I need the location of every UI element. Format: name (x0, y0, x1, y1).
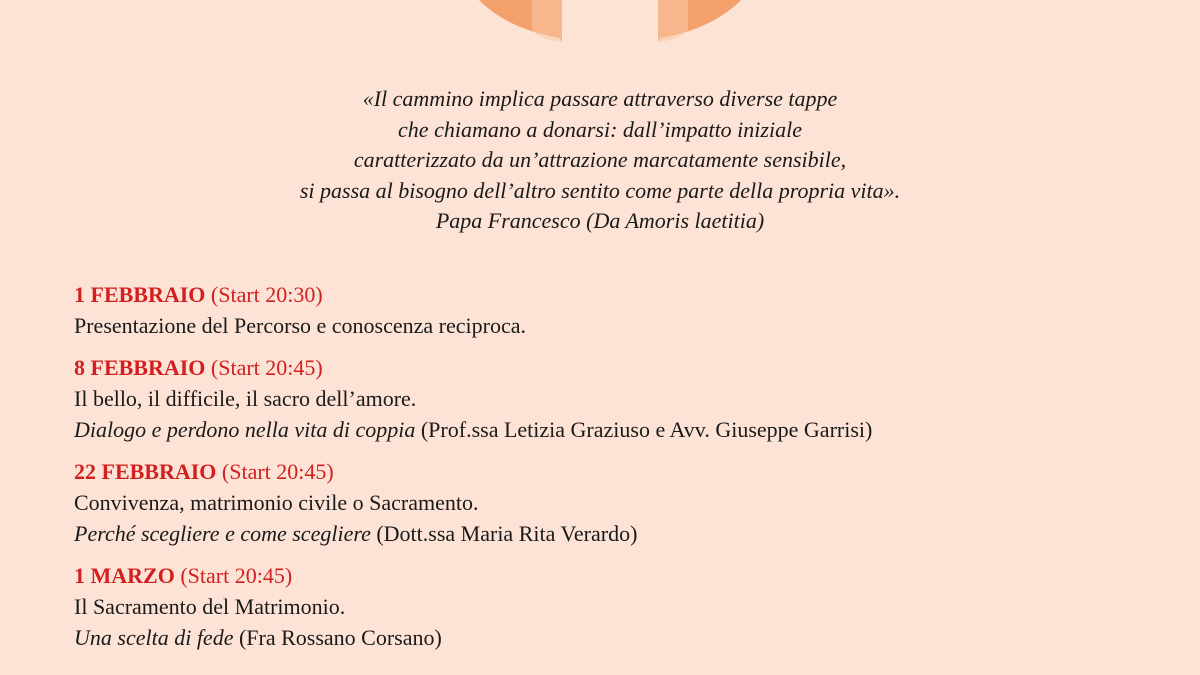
event-subtitle-line (74, 414, 1174, 445)
event-header (74, 280, 1174, 310)
event-header (74, 561, 1174, 591)
event-header (74, 457, 1174, 487)
event-start-time: (Start 20:45) (180, 563, 293, 588)
quote-attribution: Papa Francesco (Da Amoris laetitia) (435, 208, 765, 233)
quote-line: che chiamano a donarsi: dall’impatto iniziale (398, 116, 802, 142)
quote-line: «Il cammino implica passare attraverso diverse tappe (362, 86, 838, 111)
event-date: 22 FEBBRAIO (74, 459, 217, 484)
event-speakers: (Prof.ssa Letizia Graziuso e Avv. Giuseppe Garrisi) (420, 417, 873, 442)
event-speakers: (Dott.ssa Maria Rita Verardo) (376, 521, 638, 546)
event-start-time: (Start 20:30) (210, 282, 323, 307)
ring-illustration-icon (470, 0, 750, 45)
event-date: 8 FEBBRAIO (74, 355, 206, 380)
event-header (74, 353, 1174, 383)
event-start-time: (Start 20:45) (221, 459, 334, 484)
program-event (74, 561, 1174, 653)
event-subtitle-line (74, 622, 1174, 653)
event-title: Il bello, il difficile, il sacro dell’amore. (74, 386, 417, 411)
event-subtitle: Dialogo e perdono nella vita di coppia (74, 417, 416, 442)
quote-line: caratterizzato da un’attrazione marcatamente sensibile, (353, 147, 847, 172)
quote-line: si passa al bisogno dell’altro sentito come parte della propria vita». (299, 177, 901, 203)
quote (0, 84, 1200, 237)
program-event (74, 280, 1174, 341)
event-title: Convivenza, matrimonio civile o Sacramento. (74, 490, 479, 515)
event-subtitle: Perché scegliere e come scegliere (74, 521, 371, 546)
program-event (74, 353, 1174, 445)
event-speakers: (Fra Rossano Corsano) (238, 625, 442, 650)
event-date: 1 MARZO (74, 563, 175, 588)
event-subtitle: Una scelta di fede (74, 625, 234, 650)
event-title: Il Sacramento del Matrimonio. (74, 594, 346, 619)
event-title: Presentazione del Percorso e conoscenza reciproca. (74, 313, 526, 338)
program-event (74, 457, 1174, 549)
event-subtitle-line (74, 518, 1174, 549)
event-start-time: (Start 20:45) (210, 355, 323, 380)
program-list (74, 280, 1174, 665)
event-date: 1 FEBBRAIO (74, 282, 206, 307)
